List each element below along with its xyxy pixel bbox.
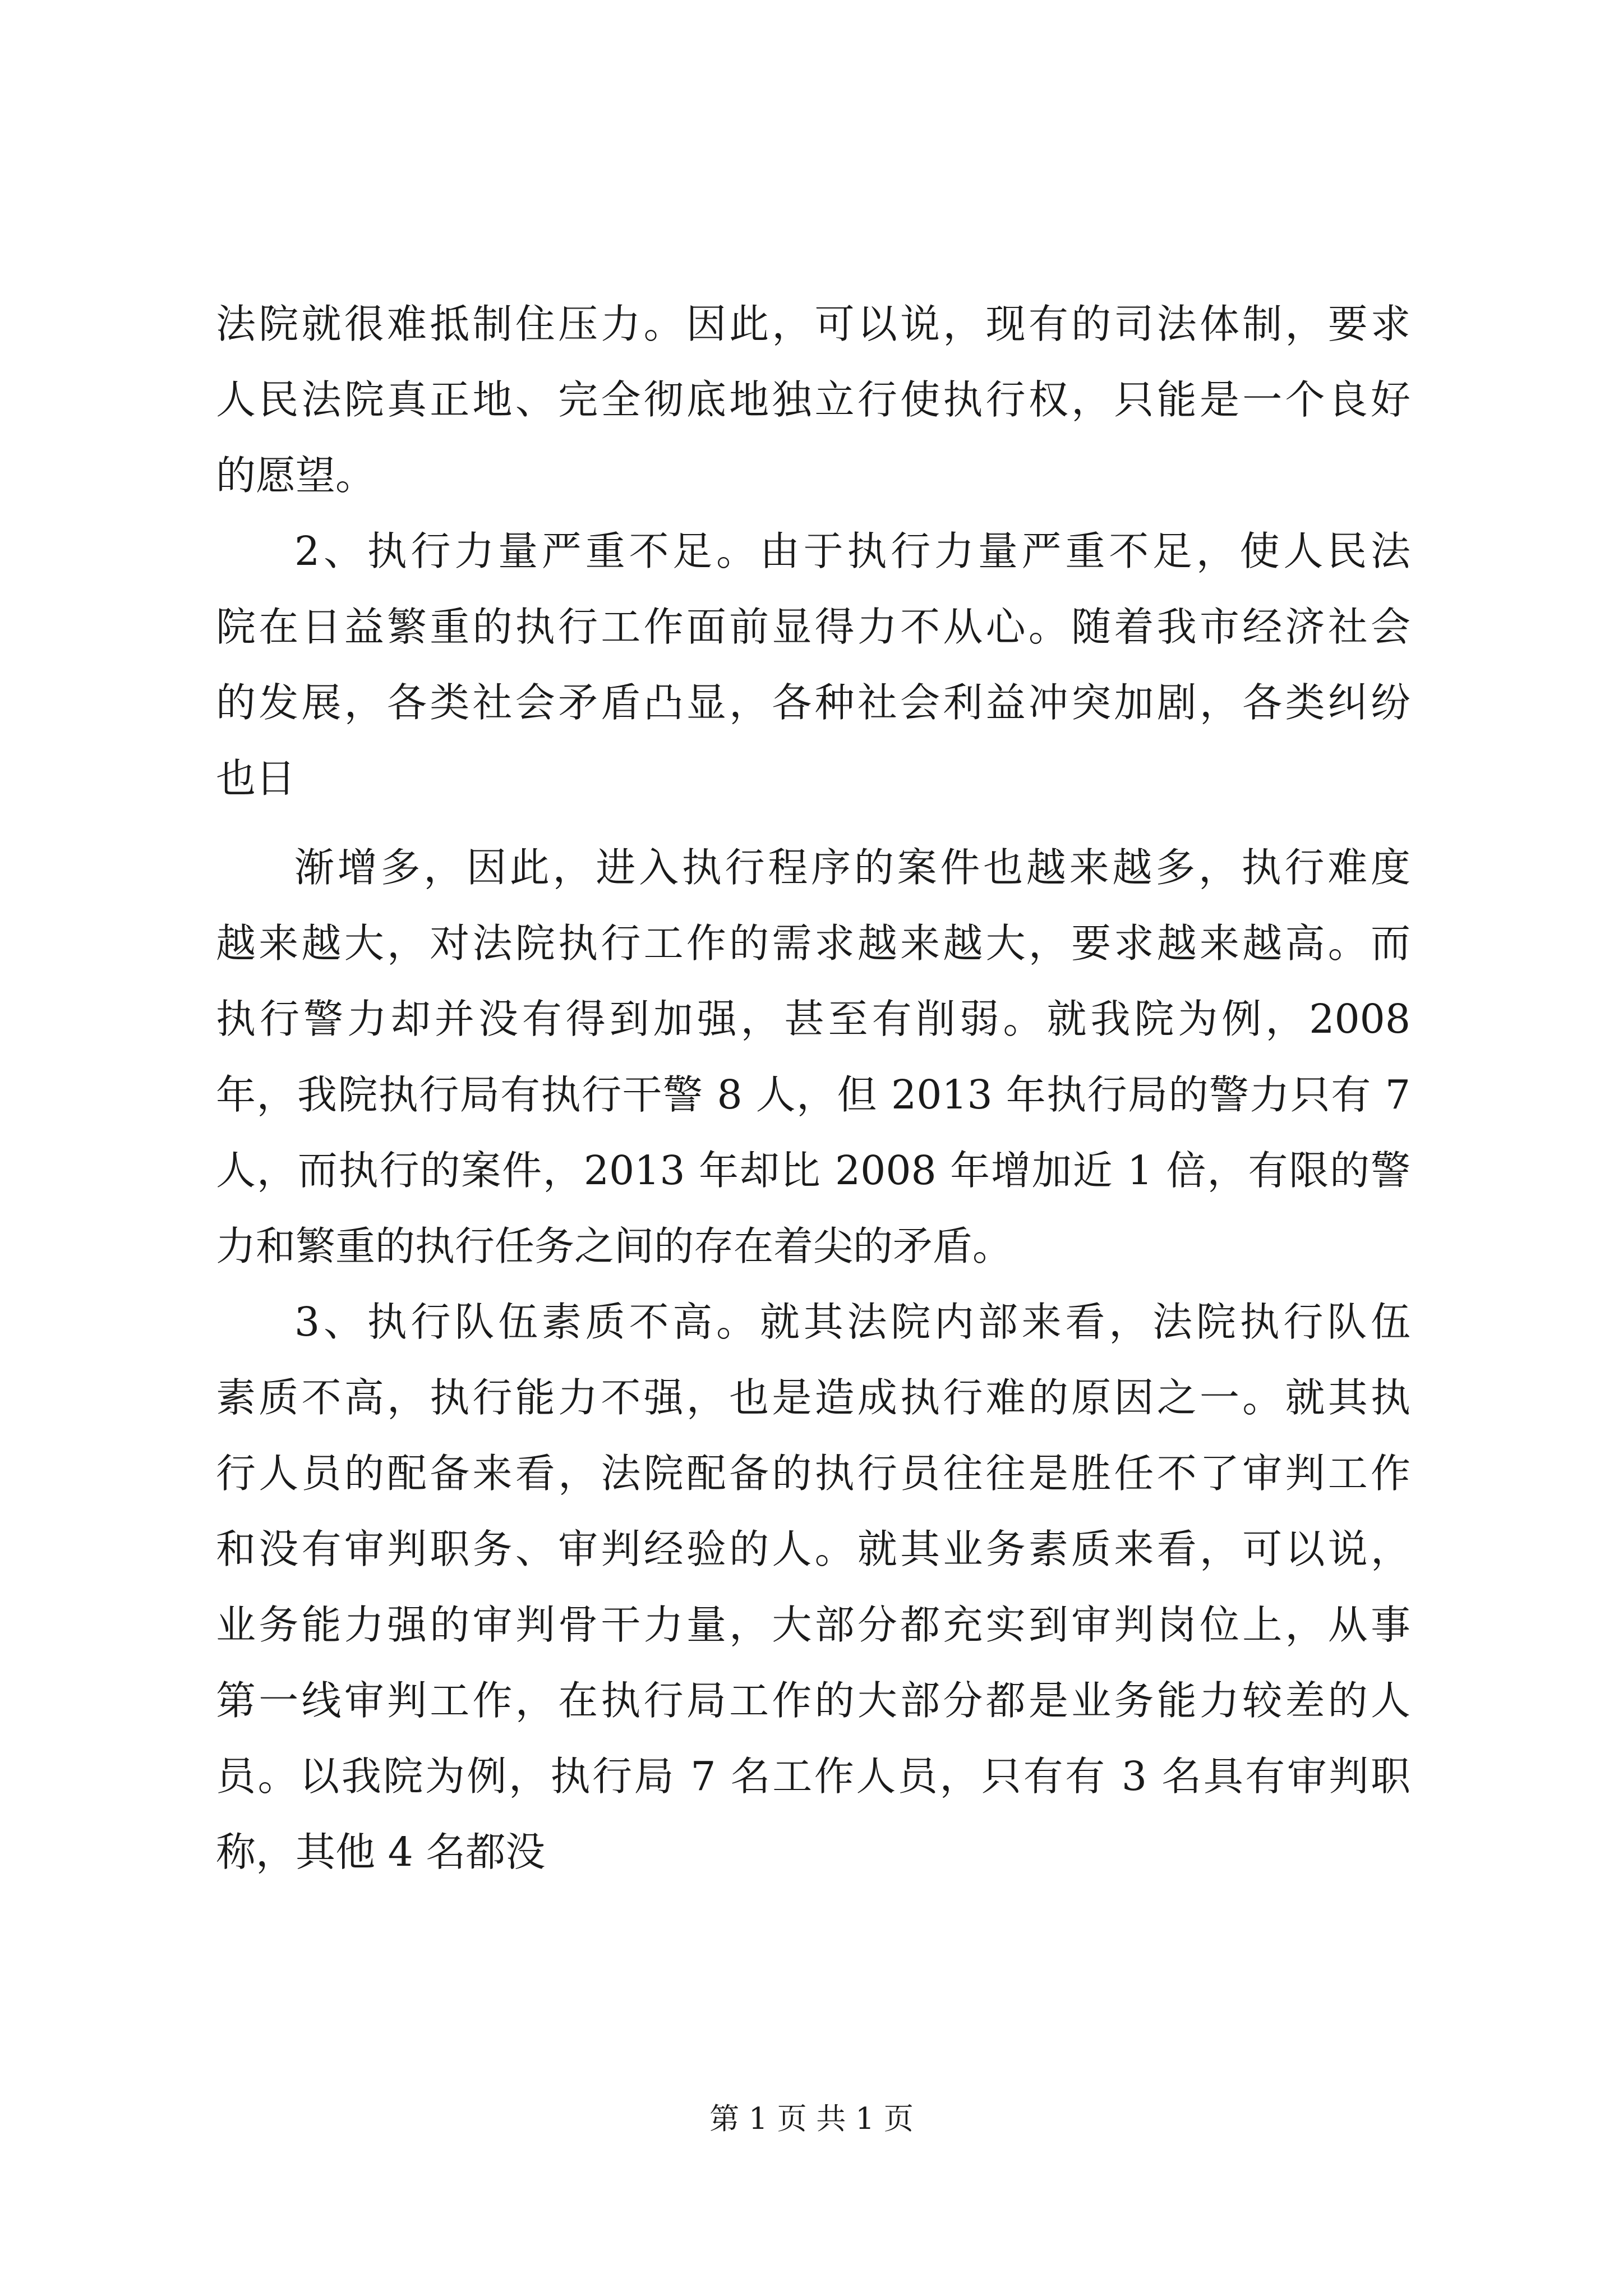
text-line-12: 人，而执行的案件，2013 年却比 2008 年增加近 1 倍，有限的警 <box>216 1147 1410 1194</box>
text-line-16: 行人员的配备来看，法院配备的执行员往往是胜任不了审判工作 <box>216 1450 1410 1497</box>
page-number-footer: 第 1 页 共 1 页 <box>709 2102 914 2136</box>
text-line-11: 年，我院执行局有执行干警 8 人，但 2013 年执行局的警力只有 7 <box>216 1071 1410 1118</box>
text-line-18: 业务能力强的审判骨干力量，大部分都充实到审判岗位上，从事 <box>216 1602 1410 1648</box>
text-line-7: 也日 <box>216 755 296 802</box>
text-line-21: 称，其他 4 名都没 <box>216 1829 546 1875</box>
text-line-10: 执行警力却并没有得到加强，甚至有削弱。就我院为例，2008 <box>216 996 1410 1042</box>
text-line-8: 渐增多，因此，进入执行程序的案件也越来越多，执行难度 <box>294 844 1410 891</box>
text-line-13: 力和繁重的执行任务之间的存在着尖的矛盾。 <box>216 1223 1013 1269</box>
text-line-1: 法院就很难抵制住压力。因此，可以说，现有的司法体制，要求 <box>216 301 1410 347</box>
text-line-15: 素质不高，执行能力不强，也是造成执行难的原因之一。就其执 <box>216 1374 1410 1421</box>
text-line-2: 人民法院真正地、完全彻底地独立行使执行权，只能是一个良好 <box>216 376 1410 423</box>
text-line-5: 院在日益繁重的执行工作面前显得力不从心。随着我市经济社会 <box>216 604 1410 650</box>
text-line-6: 的发展，各类社会矛盾凸显，各种社会利益冲突加剧，各类纠纷 <box>216 679 1410 726</box>
text-line-14: 3、执行队伍素质不高。就其法院内部来看，法院执行队伍 <box>294 1299 1410 1345</box>
text-line-20: 员。以我院为例，执行局 7 名工作人员，只有有 3 名具有审判职 <box>216 1753 1410 1800</box>
text-line-17: 和没有审判职务、审判经验的人。就其业务素质来看，可以说， <box>216 1526 1410 1572</box>
text-line-4: 2、执行力量严重不足。由于执行力量严重不足，使人民法 <box>294 528 1410 574</box>
text-line-19: 第一线审判工作，在执行局工作的大部分都是业务能力较差的人 <box>216 1677 1410 1724</box>
text-line-3: 的愿望。 <box>216 452 376 499</box>
text-line-9: 越来越大，对法院执行工作的需求越来越大，要求越来越高。而 <box>216 920 1410 967</box>
